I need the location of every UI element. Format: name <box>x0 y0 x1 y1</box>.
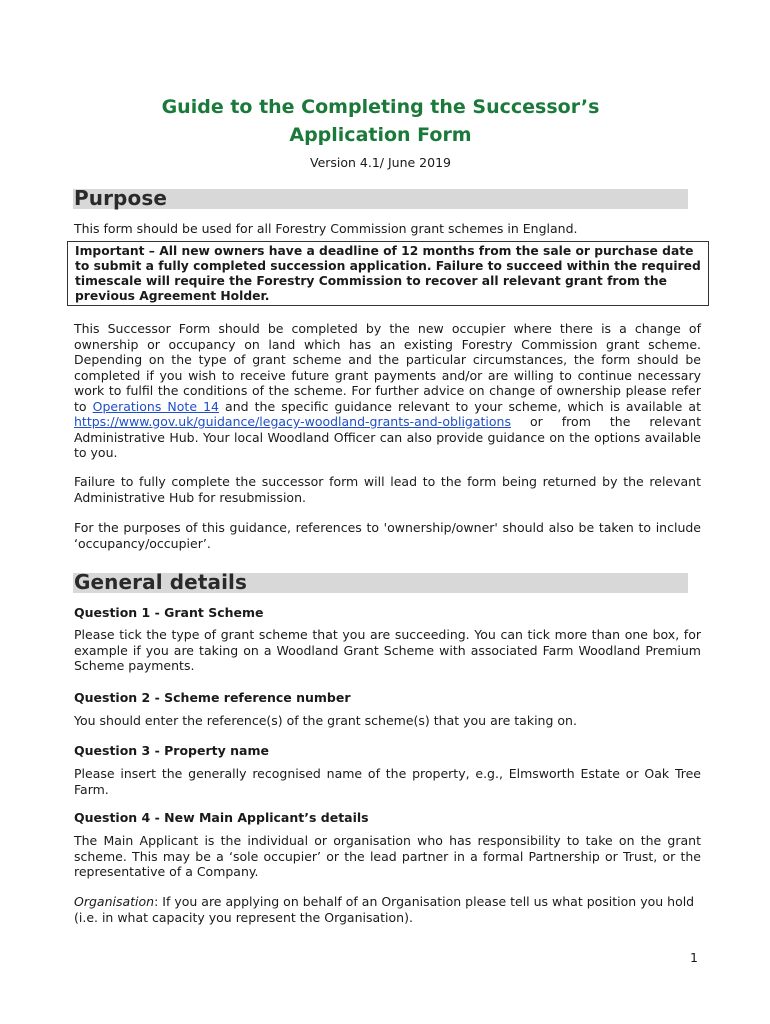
question-1-heading: Question 1 - Grant Scheme <box>74 605 264 620</box>
version-line: Version 4.1/ June 2019 <box>309 155 451 170</box>
question-4-text: The Main Applicant is the individual or organisation who has responsibility to take on the grant scheme. This may be a ‘sole occupier’ or the lead partner in a formal Partnership or Trust, or the representative of a Company. <box>74 833 701 879</box>
organisation-text: : If you are applying on behalf of an Organisation please tell us what position you hold (i.e. in what capacity you represent the Organisation). <box>74 894 695 925</box>
section-general-bar <box>73 570 688 594</box>
section-purpose-bar <box>73 186 688 210</box>
purpose-paragraph-2: Failure to fully complete the successor form will lead to the form being returned by the relevant Administrative Hub for resubmission. <box>74 474 701 505</box>
page-number: 1 <box>690 950 698 965</box>
section-purpose-heading: Purpose <box>74 186 167 210</box>
question-3-heading: Question 3 - Property name <box>74 743 269 758</box>
para1-part-c: or from the relevant Administrative Hub. Your local Woodland Officer can also provide guidance on the options available to you. <box>74 414 701 460</box>
purpose-paragraph-1 <box>74 321 701 461</box>
question-2-heading: Question 2 - Scheme reference number <box>74 690 351 705</box>
purpose-paragraph-3: For the purposes of this guidance, references to 'ownership/owner' should also be taken to include ‘occupancy/occupier’. <box>74 520 701 551</box>
organisation-label: Organisation <box>74 894 155 909</box>
important-notice-box: Important – All new owners have a deadline of 12 months from the sale or purchase date to submit a fully completed succession application. Failure to succeed within the required timescale will require the Forestry Commission to recover all relevant grant from the previous Agreement Holder. <box>67 241 709 306</box>
page-title <box>73 93 688 149</box>
organisation-note <box>74 894 701 925</box>
title-line-1: Guide to the Completing the Successor’s <box>161 96 600 118</box>
gov-uk-guidance-link[interactable]: https://www.gov.uk/guidance/legacy-woodland-grants-and-obligations <box>74 414 511 429</box>
question-1-text: Please tick the type of grant scheme that you are succeeding. You can tick more than one box, for example if you are taking on a Woodland Grant Scheme with associated Farm Woodland Premium Scheme payments. <box>74 627 701 673</box>
para1-part-b: and the specific guidance relevant to your scheme, which is available at <box>218 398 701 414</box>
purpose-intro: This form should be used for all Forestry Commission grant schemes in England. <box>74 221 578 236</box>
section-general-heading: General details <box>74 570 248 594</box>
operations-note-14-link[interactable]: Operations Note 14 <box>92 398 219 414</box>
question-3-text: Please insert the generally recognised name of the property, e.g., Elmsworth Estate or Oak Tree Farm. <box>74 766 701 797</box>
title-line-2: Application Form <box>289 124 472 146</box>
question-2-text: You should enter the reference(s) of the grant scheme(s) that you are taking on. <box>74 713 577 728</box>
question-4-heading: Question 4 - New Main Applicant’s details <box>74 810 369 825</box>
para1-part-a: This Successor Form should be completed by the new occupier where there is a change of ownership or occupancy on land which has an existing Forestry Commission grant scheme. Depending on the type of grant scheme and the particular circumstances, the form should be completed if you wish to receive future grant payments and/or are willing to continue necessary work to fulfil the conditions of the scheme. For further advice on change of ownership please refer to <box>74 321 701 414</box>
